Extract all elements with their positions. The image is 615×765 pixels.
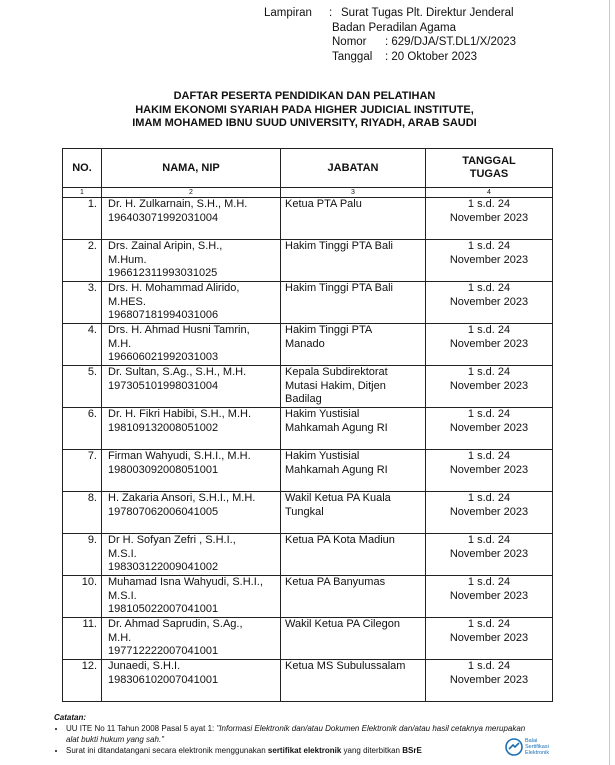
bsre-logo bbox=[505, 738, 549, 756]
cell-no: 8. bbox=[63, 492, 102, 534]
cell-tanggal-line: 1 s.d. 24 bbox=[467, 450, 511, 462]
header-tanggal-line2: TUGAS bbox=[469, 168, 509, 180]
cell-nama-line: 196612311993031025 bbox=[108, 267, 218, 279]
cell-jabatan-line: Mutasi Hakim, Ditjen bbox=[285, 379, 386, 392]
header-tanggal-line1: TANGGAL bbox=[462, 155, 516, 167]
cell-tanggal-line: November 2023 bbox=[449, 463, 529, 476]
cell-jabatan-line: Ketua PTA Palu bbox=[285, 198, 362, 210]
table-row bbox=[63, 450, 553, 492]
cell-nama-line: 197712222007041001 bbox=[108, 645, 219, 657]
cell-nama-line: M.HES. bbox=[108, 295, 146, 308]
cell-tanggal bbox=[426, 576, 553, 618]
cell-nama-line: Firman Wahyudi, S.H.I., M.H. bbox=[108, 450, 251, 462]
cell-nama-line: Dr. H. Fikri Habibi, S.H., M.H. bbox=[108, 408, 252, 420]
header-nama: NAMA, NIP bbox=[102, 149, 281, 188]
participants-table bbox=[62, 148, 553, 702]
cell-nama-line: M.Hum. bbox=[108, 253, 147, 266]
cell-jabatan-line: Hakim Tinggi PTA Bali bbox=[285, 282, 394, 294]
cell-tanggal-line: 1 s.d. 24 bbox=[467, 240, 511, 252]
cell-jabatan-line: Tungkal bbox=[285, 505, 324, 518]
cell-no: 3. bbox=[63, 282, 102, 324]
note-item-2 bbox=[66, 745, 534, 756]
cell-jabatan bbox=[281, 450, 426, 492]
cell-no: 10. bbox=[63, 576, 102, 618]
table-row bbox=[63, 366, 553, 408]
cell-no: 2. bbox=[63, 240, 102, 282]
cell-jabatan bbox=[281, 240, 426, 282]
cell-tanggal-line: November 2023 bbox=[449, 211, 529, 224]
cell-tanggal bbox=[426, 408, 553, 450]
cell-tanggal-line: 1 s.d. 24 bbox=[467, 366, 511, 378]
cell-jabatan-line: Mahkamah Agung RI bbox=[285, 421, 388, 434]
cell-nama-line: Junaedi, S.H.I. bbox=[108, 660, 181, 672]
cell-jabatan bbox=[281, 366, 426, 408]
cell-jabatan-line: Wakil Ketua PA Cilegon bbox=[285, 618, 400, 630]
cell-jabatan-line: Mahkamah Agung RI bbox=[285, 463, 388, 476]
cell-nama-line: M.S.I. bbox=[108, 589, 137, 602]
bsre-logo-text bbox=[525, 738, 549, 756]
cell-jabatan-line: Ketua MS Subulussalam bbox=[285, 660, 406, 672]
cell-nama-line: Drs. Zainal Aripin, S.H., bbox=[108, 240, 223, 252]
nomor-value: : 629/DJA/ST.DL1/X/2023 bbox=[385, 36, 517, 48]
cell-tanggal-line: 1 s.d. 24 bbox=[467, 660, 511, 672]
cell-tanggal-line: 1 s.d. 24 bbox=[467, 282, 511, 294]
cell-jabatan-line: Kepala Subdirektorat bbox=[285, 366, 388, 378]
cell-tanggal-line: November 2023 bbox=[449, 631, 529, 644]
cell-tanggal-line: November 2023 bbox=[449, 253, 529, 266]
table-row bbox=[63, 660, 553, 702]
table-row bbox=[63, 324, 553, 366]
cell-tanggal bbox=[426, 366, 553, 408]
cell-jabatan bbox=[281, 660, 426, 702]
cell-tanggal-line: 1 s.d. 24 bbox=[467, 492, 511, 504]
cell-nama-line: Dr. Ahmad Saprudin, S.Ag., bbox=[108, 618, 243, 630]
cell-nama-line: 198306102007041001 bbox=[108, 673, 219, 686]
cell-tanggal-line: November 2023 bbox=[449, 589, 529, 602]
note-1-quote: "Informasi Elektronik dan/atau Dokumen Elektronik dan/atau hasil cetaknya merupakan alat bukti hukum yang sah." bbox=[66, 724, 526, 744]
col-number-1: 1 bbox=[63, 188, 102, 198]
cell-jabatan-line: Hakim Yustisial bbox=[285, 450, 360, 462]
lampiran-label: Lampiran bbox=[264, 7, 312, 19]
cell-nama-line: Dr. H. Zulkarnain, S.H., M.H. bbox=[108, 198, 248, 210]
cell-tanggal-line: November 2023 bbox=[449, 421, 529, 434]
cell-nama bbox=[102, 240, 281, 282]
cell-no: 6. bbox=[63, 408, 102, 450]
notes-section bbox=[54, 712, 534, 756]
cell-tanggal bbox=[426, 282, 553, 324]
cell-jabatan bbox=[281, 618, 426, 660]
table-row bbox=[63, 576, 553, 618]
cell-nama bbox=[102, 534, 281, 576]
col-number-2: 2 bbox=[102, 188, 281, 198]
cell-tanggal-line: 1 s.d. 24 bbox=[467, 576, 511, 588]
logo-line3: Elektronik bbox=[525, 750, 550, 756]
cell-jabatan-line: Hakim Tinggi PTA Bali bbox=[285, 240, 394, 252]
cell-tanggal bbox=[426, 660, 553, 702]
cell-tanggal-line: 1 s.d. 24 bbox=[467, 618, 511, 630]
note-2-text-c: yang diterbitkan bbox=[341, 746, 403, 755]
cell-jabatan-line: Hakim Tinggi PTA bbox=[285, 324, 373, 336]
cell-jabatan bbox=[281, 324, 426, 366]
cell-jabatan-line: Badilag bbox=[285, 393, 322, 405]
col-number-3: 3 bbox=[281, 188, 426, 198]
cell-jabatan-line: Hakim Yustisial bbox=[285, 408, 360, 420]
cell-nama-line: 198303122009041002 bbox=[108, 561, 219, 573]
table-header-row bbox=[63, 149, 553, 188]
cell-tanggal-line: November 2023 bbox=[449, 295, 529, 308]
cell-tanggal-line: 1 s.d. 24 bbox=[467, 408, 511, 420]
cell-nama-line: 198109132008051002 bbox=[108, 421, 219, 434]
cell-nama bbox=[102, 618, 281, 660]
cell-jabatan-line: Wakil Ketua PA Kuala bbox=[285, 492, 391, 504]
cell-tanggal bbox=[426, 492, 553, 534]
header-jabatan: JABATAN bbox=[281, 149, 426, 188]
note-2-text-a: Surat ini ditandatangani secara elektronik menggunakan bbox=[66, 746, 268, 755]
cell-nama-line: 196606021992031003 bbox=[108, 351, 219, 363]
table-row bbox=[63, 534, 553, 576]
lampiran-colon: : bbox=[329, 7, 333, 19]
cell-jabatan-line: Manado bbox=[285, 337, 325, 350]
table-row bbox=[63, 492, 553, 534]
cell-tanggal bbox=[426, 240, 553, 282]
bsre-logo-icon bbox=[505, 738, 523, 756]
title-line1: DAFTAR PESERTA PENDIDIKAN DAN PELATIHAN bbox=[173, 90, 436, 102]
cell-nama-line: 197807062006041005 bbox=[108, 505, 219, 518]
cell-jabatan-line: Ketua PA Kota Madiun bbox=[285, 534, 395, 546]
cell-nama bbox=[102, 576, 281, 618]
cell-tanggal-line: November 2023 bbox=[449, 547, 529, 560]
cell-nama bbox=[102, 366, 281, 408]
cell-tanggal-line: November 2023 bbox=[449, 505, 529, 518]
cell-tanggal bbox=[426, 450, 553, 492]
note-2-text-d: BSrE bbox=[402, 746, 422, 755]
cell-nama-line: M.S.I. bbox=[108, 547, 137, 560]
cell-nama-line: 198003092008051001 bbox=[108, 463, 219, 476]
cell-nama-line: Drs. H. Mohammad Alirido, bbox=[108, 282, 240, 294]
cell-tanggal bbox=[426, 534, 553, 576]
cell-no: 9. bbox=[63, 534, 102, 576]
cell-jabatan bbox=[281, 534, 426, 576]
cell-jabatan bbox=[281, 198, 426, 240]
logo-line1: Balai bbox=[525, 738, 538, 744]
column-number-row bbox=[63, 188, 553, 198]
cell-nama-line: 198105022007041001 bbox=[108, 603, 219, 615]
lampiran-line2: Badan Peradilan Agama bbox=[332, 21, 457, 34]
cell-tanggal bbox=[426, 618, 553, 660]
tanggal-label: Tanggal bbox=[332, 50, 373, 63]
table-row bbox=[63, 408, 553, 450]
cell-tanggal bbox=[426, 198, 553, 240]
cell-jabatan bbox=[281, 408, 426, 450]
table-row bbox=[63, 618, 553, 660]
cell-tanggal-line: November 2023 bbox=[449, 673, 529, 686]
cell-nama bbox=[102, 324, 281, 366]
note-1-text: UU ITE No 11 Tahun 2008 Pasal 5 ayat 1: bbox=[66, 724, 217, 733]
logo-line2: Sertifikasi bbox=[525, 744, 549, 750]
cell-no: 4. bbox=[63, 324, 102, 366]
nomor-label: Nomor bbox=[332, 36, 367, 48]
cell-nama bbox=[102, 492, 281, 534]
cell-tanggal-line: 1 s.d. 24 bbox=[467, 534, 511, 546]
cell-tanggal-line: 1 s.d. 24 bbox=[467, 324, 511, 336]
cell-tanggal-line: November 2023 bbox=[449, 379, 529, 392]
cell-nama-line: 197305101998031004 bbox=[108, 379, 219, 392]
cell-nama-line: Dr H. Sofyan Zefri , S.H.I., bbox=[108, 534, 236, 546]
cell-nama-line: M.H. bbox=[108, 631, 132, 644]
cell-nama bbox=[102, 408, 281, 450]
cell-jabatan bbox=[281, 282, 426, 324]
cell-nama bbox=[102, 660, 281, 702]
col-number-4: 4 bbox=[426, 188, 553, 198]
note-2-text-b: sertifikat elektronik bbox=[267, 746, 342, 755]
cell-nama-line: Muhamad Isna Wahyudi, S.H.I., bbox=[108, 576, 263, 588]
notes-heading: Catatan: bbox=[54, 713, 87, 722]
cell-nama-line: Drs. H. Ahmad Husni Tamrin, bbox=[108, 324, 250, 336]
cell-jabatan bbox=[281, 492, 426, 534]
cell-nama-line: Dr. Sultan, S.Ag., S.H., M.H. bbox=[108, 366, 247, 378]
title-line3: IMAM MOHAMED IBNU SUUD UNIVERSITY, RIYADH, ARAB SAUDI bbox=[132, 117, 477, 129]
cell-tanggal-line: 1 s.d. 24 bbox=[467, 198, 511, 210]
cell-no: 12. bbox=[63, 660, 102, 702]
tanggal-value: : 20 Oktober 2023 bbox=[385, 50, 478, 63]
lampiran-block bbox=[264, 6, 516, 64]
cell-tanggal-line: November 2023 bbox=[449, 337, 529, 350]
cell-nama-line: 196807181994031006 bbox=[108, 309, 219, 321]
table-row bbox=[63, 198, 553, 240]
cell-no: 1. bbox=[63, 198, 102, 240]
cell-tanggal bbox=[426, 324, 553, 366]
lampiran-line1: Surat Tugas Plt. Direktur Jenderal bbox=[341, 7, 514, 19]
cell-nama bbox=[102, 282, 281, 324]
table-row bbox=[63, 282, 553, 324]
title-line2: HAKIM EKONOMI SYARIAH PADA HIGHER JUDICIAL INSTITUTE, bbox=[135, 103, 474, 116]
cell-nama-line: H. Zakaria Ansori, S.H.I., M.H. bbox=[108, 492, 256, 504]
cell-no: 5. bbox=[63, 366, 102, 408]
note-item-1 bbox=[66, 723, 534, 745]
header-no: NO. bbox=[63, 149, 102, 188]
cell-nama-line: 196403071992031004 bbox=[108, 211, 219, 224]
cell-no: 11. bbox=[63, 618, 102, 660]
cell-no: 7. bbox=[63, 450, 102, 492]
cell-jabatan-line: Ketua PA Banyumas bbox=[285, 576, 386, 588]
table-row bbox=[63, 240, 553, 282]
header-tanggal bbox=[426, 149, 553, 188]
cell-nama bbox=[102, 450, 281, 492]
cell-jabatan bbox=[281, 576, 426, 618]
cell-nama bbox=[102, 198, 281, 240]
cell-nama-line: M.H. bbox=[108, 337, 132, 350]
document-title bbox=[0, 90, 609, 131]
